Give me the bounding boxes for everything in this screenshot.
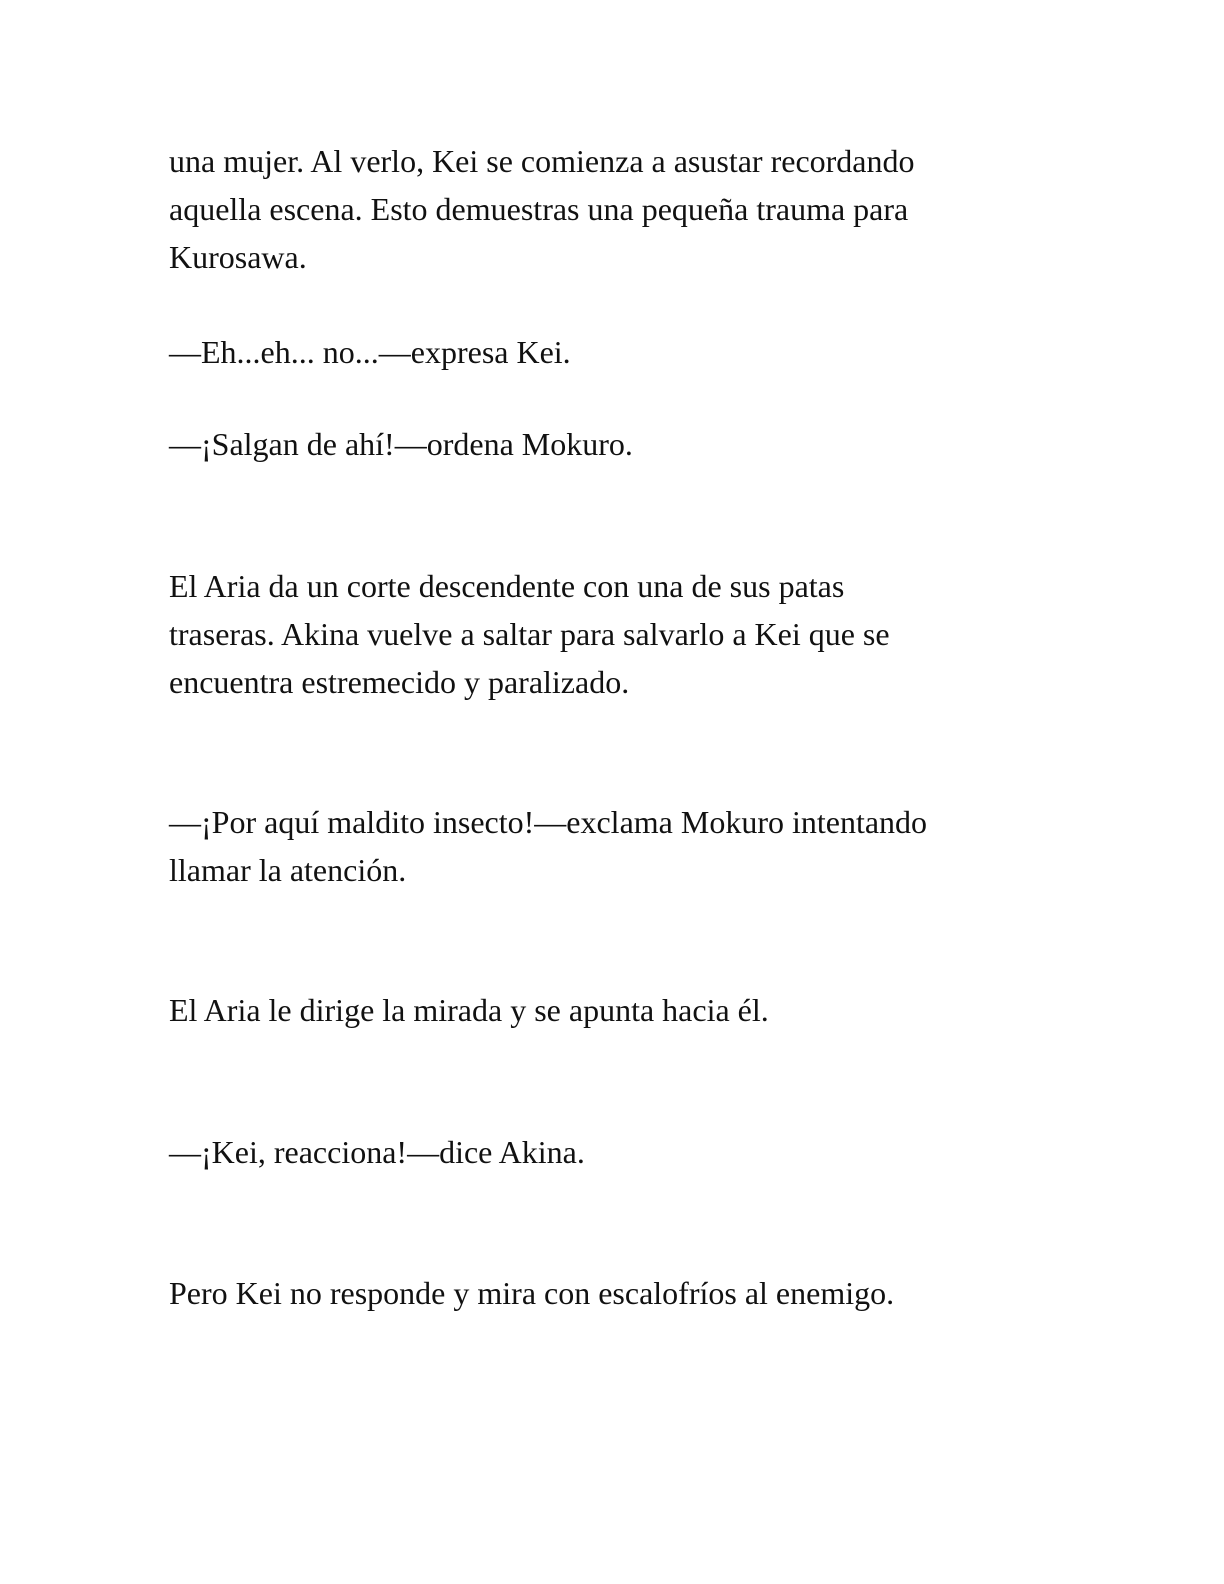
paragraph-6: El Aria le dirige la mirada y se apunta hacia él. xyxy=(169,992,769,1028)
paragraph-7: —¡Kei, reacciona!—dice Akina. xyxy=(169,1134,585,1170)
paragraph-8: Pero Kei no responde y mira con escalofríos al enemigo. xyxy=(169,1275,895,1311)
paragraph-2: —Eh...eh... no...—expresa Kei. xyxy=(169,334,571,370)
paragraph-3: —¡Salgan de ahí!—ordena Mokuro. xyxy=(169,426,633,462)
paragraph-1: una mujer. Al verlo, Kei se comienza a asustar recordando aquella escena. Esto demuestras una pequeña trauma para Kurosawa. xyxy=(169,143,915,275)
paragraph-4: El Aria da un corte descendente con una de sus patas traseras. Akina vuelve a saltar para salvarlo a Kei que se encuentra estremecido y paralizado. xyxy=(169,568,890,700)
paragraph-5: —¡Por aquí maldito insecto!—exclama Mokuro intentando llamar la atención. xyxy=(169,804,928,888)
